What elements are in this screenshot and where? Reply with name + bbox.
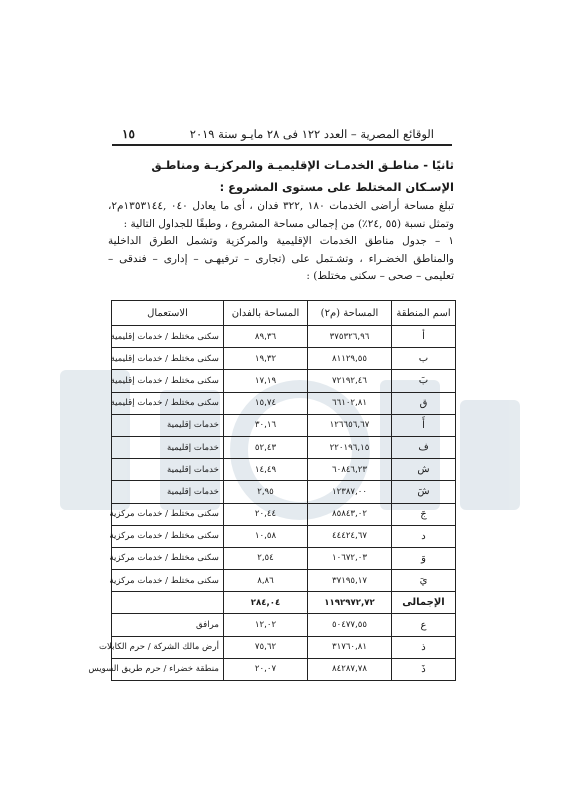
usage-cell: خدمات إقليمية [112, 459, 224, 481]
zone-name-cell: د [392, 525, 456, 547]
area-feddan-cell: ٨٩,٣٦ [224, 326, 308, 348]
column-header-area-feddan: المساحة بالفدان [224, 301, 308, 326]
section-heading: ثانيًا - مناطـق الخدمـات الإقليميـة والمركزيـة ومناطـق الإسـكان المختلط على مستوى المشروع : [151, 158, 454, 194]
usage-cell: سكنى مختلط / خدمات إقليمية [112, 348, 224, 370]
area-feddan-cell: ٢٠,٠٧ [224, 658, 308, 680]
zone-name-cell: ذ [392, 636, 456, 658]
area-feddan-cell: ١٩,٣٢ [224, 348, 308, 370]
usage-cell: خدمات إقليمية [112, 436, 224, 458]
area-m2-cell: ٣١٧٦٠,٨١ [308, 636, 392, 658]
area-m2-cell: ٨٥٨٤٣,٠٢ [308, 503, 392, 525]
area-m2-cell: ١٢٦٦٥٦,٦٧ [308, 414, 392, 436]
zone-name-cell: ق [392, 392, 456, 414]
table-row [112, 370, 456, 392]
area-feddan-cell: ١٠,٥٨ [224, 525, 308, 547]
table-header-row [112, 301, 456, 326]
page-header [118, 126, 434, 142]
area-m2-cell: ٦٦١٠٢,٨١ [308, 392, 392, 414]
zone-name-cell: وَ [392, 547, 456, 569]
paragraph: تبلغ مساحة أراضى الخدمات ١٨٠ ,٣٢٢ فدان ، أى ما يعادل ٠٤٠ ,١٣٥٣١٤٤م٢، وتمثل نسبة (٥٥ ,٢٤٪) من إجمالى مساحة المشروع ، وطبقًا للجداول التالية : [108, 200, 454, 230]
table-row [112, 614, 456, 636]
usage-cell: خدمات إقليمية [112, 414, 224, 436]
table-row [112, 525, 456, 547]
table-total-row [112, 592, 456, 614]
column-header-usage: الاستعمال [112, 301, 224, 326]
area-feddan-cell: ١٤,٤٩ [224, 459, 308, 481]
zone-name-cell: الإجمالى [392, 592, 456, 614]
area-feddan-cell: ١٥,٧٤ [224, 392, 308, 414]
area-feddan-cell: ٢,٩٥ [224, 481, 308, 503]
area-m2-cell: ١٢٣٨٧,٠٠ [308, 481, 392, 503]
zone-name-cell: ب [392, 348, 456, 370]
table-row [112, 570, 456, 592]
zone-name-cell: ذَ [392, 658, 456, 680]
body-text [108, 198, 454, 286]
usage-cell: مرافق [112, 614, 224, 636]
zone-name-cell: يَ [392, 570, 456, 592]
area-feddan-cell: ٢,٥٤ [224, 547, 308, 569]
table-row [112, 414, 456, 436]
zone-name-cell: أ [392, 326, 456, 348]
column-header-area-m2: المساحة (م٢) [308, 301, 392, 326]
usage-cell: سكنى مختلط / خدمات إقليمية [112, 370, 224, 392]
table-row [112, 392, 456, 414]
area-feddan-cell: ١٢,٠٢ [224, 614, 308, 636]
zone-name-cell: شَ [392, 481, 456, 503]
usage-cell: سكنى مختلط / خدمات إقليمية [112, 326, 224, 348]
table-row [112, 481, 456, 503]
area-m2-cell: ٧٢١٩٢,٤٦ [308, 370, 392, 392]
usage-cell: سكنى مختلط / خدمات إقليمية [112, 392, 224, 414]
usage-cell: سكنى مختلط / خدمات مركزية [112, 547, 224, 569]
area-feddan-cell: ٨,٨٦ [224, 570, 308, 592]
area-m2-cell: ٨١١٢٩,٥٥ [308, 348, 392, 370]
paragraph: ١ – جدول مناطق الخدمات الإقليمية والمركزية وتشمل الطرق الداخلية والمناطق الخضـراء ، وتشـتمل على (تجارى – ترفيهـى – إدارى – فندقى – تعليمى – صحى – سكنى مختلط) : [108, 235, 454, 282]
area-m2-cell: ٥٠٤٧٧,٥٥ [308, 614, 392, 636]
table-row [112, 348, 456, 370]
area-feddan-cell: ٢٨٤,٠٤ [224, 592, 308, 614]
area-feddan-cell: ٣٠,١٦ [224, 414, 308, 436]
usage-cell: أرض مالك الشركة / حرم الكابلات [112, 636, 224, 658]
zone-name-cell: ش [392, 459, 456, 481]
table-row [112, 636, 456, 658]
table-row [112, 547, 456, 569]
page-number: ١٥ [122, 127, 135, 141]
area-feddan-cell: ٢٠,٤٤ [224, 503, 308, 525]
area-m2-cell: ١٠٦٧٢,٠٣ [308, 547, 392, 569]
table-row [112, 459, 456, 481]
area-m2-cell: ٤٤٤٢٤,٦٧ [308, 525, 392, 547]
area-m2-cell: ٨٤٢٨٧,٧٨ [308, 658, 392, 680]
column-header-zone-name: اسم المنطقة [392, 301, 456, 326]
usage-cell: خدمات إقليمية [112, 481, 224, 503]
area-feddan-cell: ١٧,١٩ [224, 370, 308, 392]
zones-table-container [88, 300, 455, 681]
table-row [112, 658, 456, 680]
zones-table [88, 300, 456, 681]
table-row [112, 436, 456, 458]
area-feddan-cell: ٥٢,٤٣ [224, 436, 308, 458]
header-title: الوقائع المصرية – العدد ١٢٢ فى ٢٨ مايـو سنة ٢٠١٩ [189, 127, 434, 141]
usage-cell [112, 592, 224, 614]
zone-name-cell: جَ [392, 503, 456, 525]
area-m2-cell: ٣٧٥٣٢٦,٩٦ [308, 326, 392, 348]
zone-name-cell: ع [392, 614, 456, 636]
area-m2-cell: ٦٠٨٤٦,٢٣ [308, 459, 392, 481]
usage-cell: منطقة خضراء / حرم طريق السويس [112, 658, 224, 680]
zone-name-cell: بَ [392, 370, 456, 392]
area-feddan-cell: ٧٥,٦٢ [224, 636, 308, 658]
area-m2-cell: ٢٢٠١٩٦,١٥ [308, 436, 392, 458]
area-m2-cell: ١١٩٢٩٧٢,٧٢ [308, 592, 392, 614]
header-divider [112, 144, 452, 146]
table-row [112, 326, 456, 348]
table-body [88, 326, 456, 681]
zone-name-cell: أَ [392, 414, 456, 436]
usage-cell: سكنى مختلط / خدمات مركزية [112, 503, 224, 525]
table-row [112, 503, 456, 525]
usage-cell: سكنى مختلط / خدمات مركزية [112, 525, 224, 547]
zone-name-cell: ف [392, 436, 456, 458]
usage-cell: سكنى مختلط / خدمات مركزية [112, 570, 224, 592]
area-m2-cell: ٣٧١٩٥,١٧ [308, 570, 392, 592]
